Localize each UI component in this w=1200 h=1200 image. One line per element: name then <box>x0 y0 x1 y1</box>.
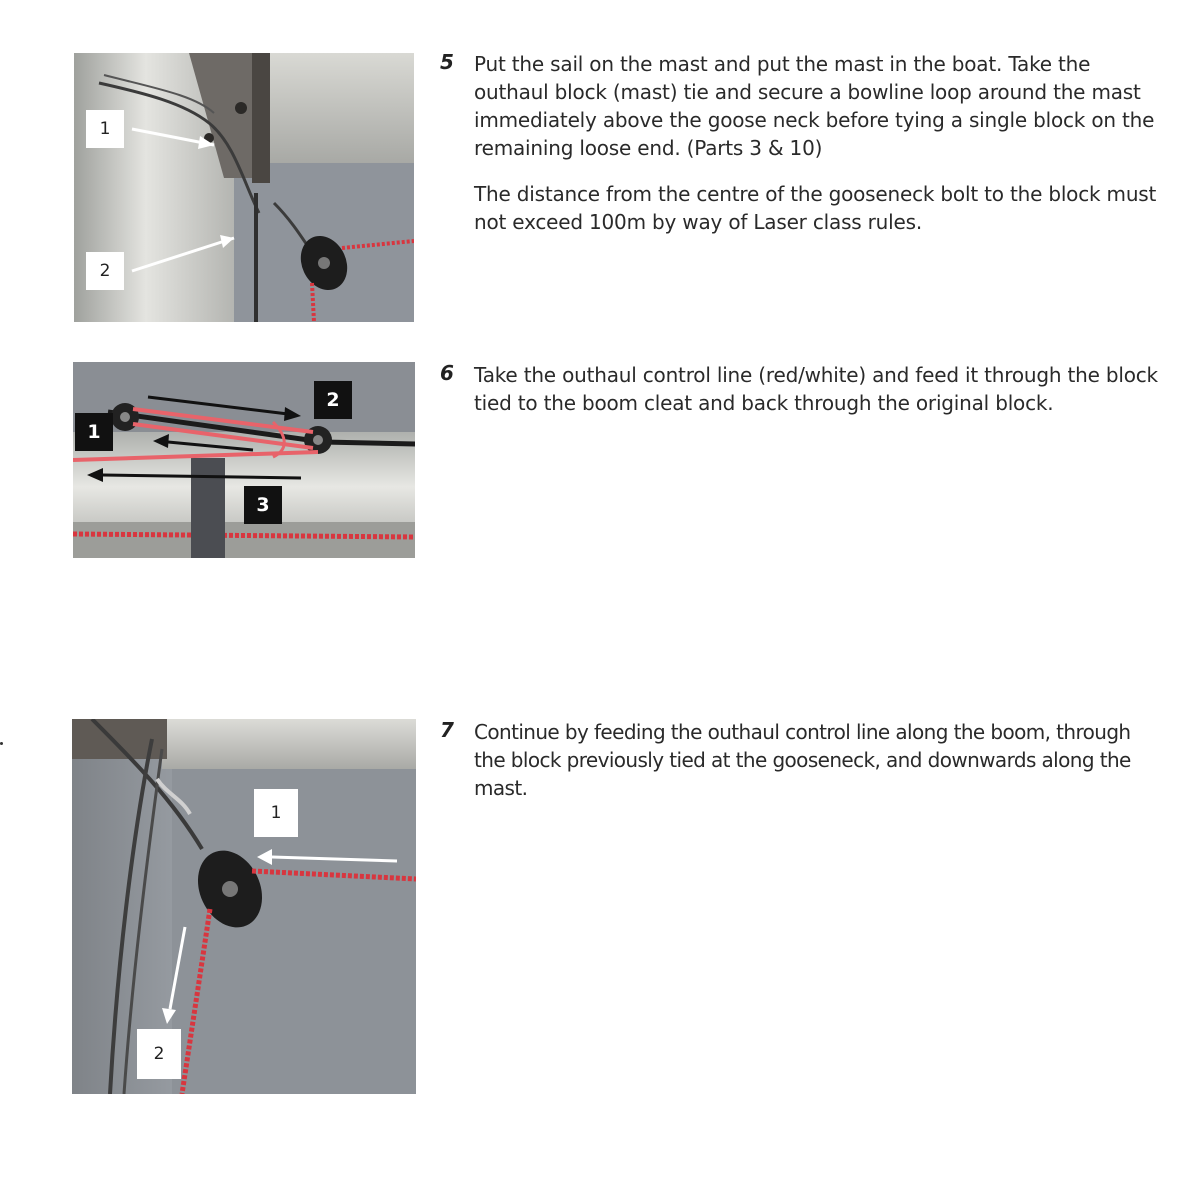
step-number: 5 <box>440 50 454 74</box>
step-number: 7 <box>440 718 454 742</box>
photo-label: 2 <box>86 252 124 290</box>
step-6-body <box>474 361 1164 435</box>
step-6-photo-illustration <box>73 362 415 558</box>
stray-mark <box>0 742 3 745</box>
step-paragraph: Put the sail on the mast and put the mast in the boat. Take the outhaul block (mast) tie and secure a bowline loop around the mast immediately above the goose neck before tying a single block on the remaining loose end. (Parts 3 & 10) <box>474 52 1155 160</box>
photo-label: 2 <box>314 381 352 419</box>
step-5-photo <box>74 53 414 322</box>
photo-label: 1 <box>75 413 113 451</box>
step-7-photo-illustration <box>72 719 416 1094</box>
step-number: 6 <box>440 361 454 385</box>
step-paragraph: Take the outhaul control line (red/white) and feed it through the block tied to the boom cleat and back through the original block. <box>474 363 1158 415</box>
photo-label: 3 <box>244 486 282 524</box>
step-paragraph: Continue by feeding the outhaul control line along the boom, through the block previously tied at the gooseneck, and downwards along the mast. <box>474 720 1131 800</box>
step-paragraph: The distance from the centre of the gooseneck bolt to the block must not exceed 100m by way of Laser class rules. <box>474 182 1157 234</box>
photo-label: 2 <box>137 1029 181 1079</box>
photo-label: 1 <box>254 789 298 837</box>
step-7-photo <box>72 719 416 1094</box>
step-7-body <box>474 718 1164 820</box>
step-5-body <box>474 50 1164 254</box>
step-6-photo <box>73 362 415 558</box>
step-5-photo-illustration <box>74 53 414 322</box>
photo-label: 1 <box>86 110 124 148</box>
